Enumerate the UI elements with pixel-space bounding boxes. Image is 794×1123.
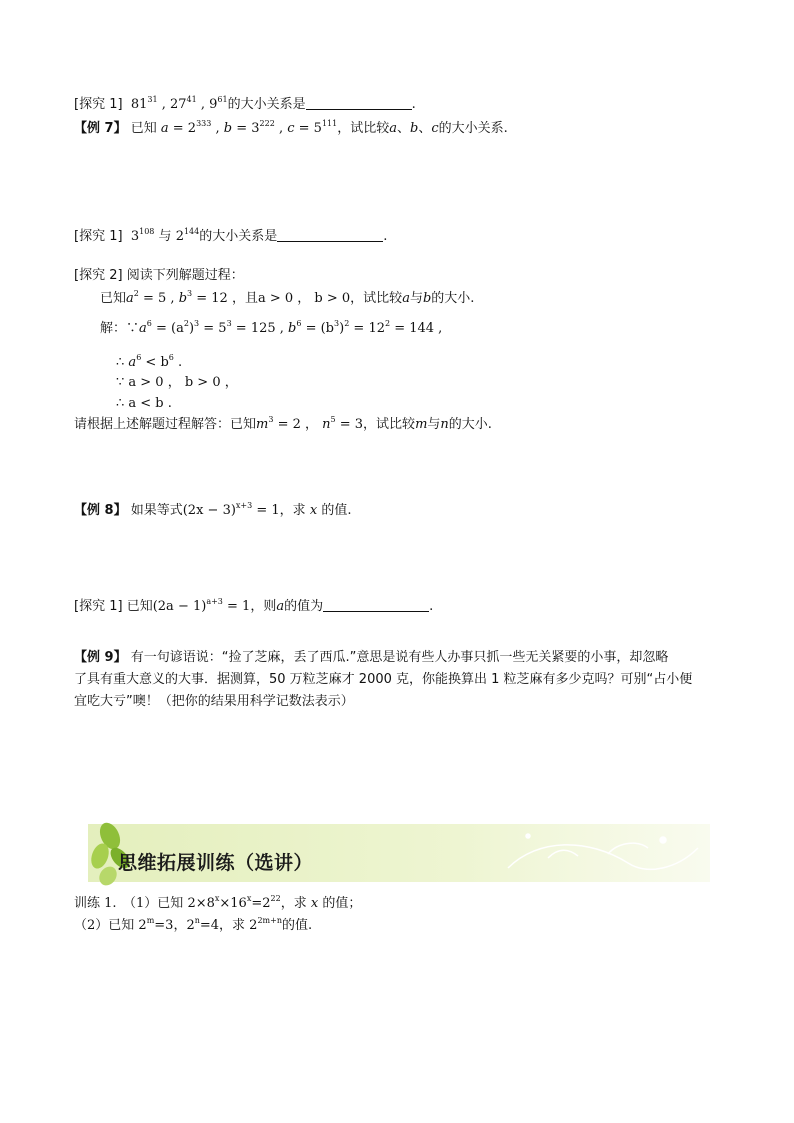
example-7: 【例 7】 已知 $a = 2^{333}$ , $b = 3^{222}$ , $c = 5^{111}$，试比较a、b、c的大小关系. (74, 119, 508, 136)
tag: [探究 1] (74, 229, 123, 244)
example-9-line-1: 【例 9】 有一句谚语说：“捡了芝麻，丢了西瓜.”意思是说有些人办事只抓一些无关紧要的小事，却忽略 (74, 650, 669, 665)
tag: [探究 2] (74, 268, 123, 283)
training-1-part-1: 训练 1. （1）已知 $2\times 8^x\times 16^x=2^{22}$，求 x 的值； (74, 894, 362, 911)
answer-blank[interactable] (306, 97, 412, 110)
example-8: 【例 8】 如果等式$(2x - 3)^{x+3} = 1$，求 x 的值. (74, 501, 352, 518)
tanjiu2-task: 请根据上述解题过程解答：已知$m^3 = 2$ ， $n^5 = 3$，试比较m与n的大小. (74, 415, 492, 432)
example-9-line-2: 了具有重大意义的大事．据测算，50 万粒芝麻才 2000 克，你能换算出 1 粒芝麻有多少克吗？可别“占小便 (74, 672, 693, 687)
training-1-part-2: （2）已知 $2^m=3$，$2^n=4$，求 $2^{2m+n}$的值. (74, 916, 313, 933)
tanjiu2-given: 已知$a^2 = 5$ , $b^3 = 12$ ，且a > 0 ， b > 0，试比较a与b的大小. (100, 289, 475, 306)
answer-blank[interactable] (277, 229, 383, 242)
tag: [探究 1] (74, 97, 123, 112)
tanjiu1-a: [探究 1] $81^{31}$ , $27^{41}$ , $9^{61}$的大小关系是 . (74, 95, 416, 112)
section-title: 思维拓展训练（选讲） (118, 852, 314, 874)
tag: [探究 1] (74, 599, 123, 614)
answer-blank[interactable] (323, 599, 429, 612)
solution-step-1: 解：$\because a^6 = (a^2)^3 = 5^3 = 125$ , $b^6 = (b^3)^2 = 12^2 = 144$ , (100, 319, 443, 336)
solution-step-2: ∴ $a^6 < b^6$ . (116, 353, 183, 370)
solution-step-3: ∵ a > 0 ， b > 0 ， (116, 375, 238, 390)
tag: 【例 9】 (74, 650, 127, 665)
solution-step-4: ∴ a < b . (116, 396, 172, 411)
tanjiu1-c: [探究 1] 已知$(2a - 1)^{a+3} = 1$，则a的值为 . (74, 597, 434, 614)
tag: 【例 8】 (74, 503, 127, 518)
tanjiu1-b: [探究 1] $3^{108}$ 与 $2^{144}$的大小关系是 . (74, 227, 388, 244)
example-9-line-3: 宜吃大亏”噢！（把你的结果用科学记数法表示） (74, 694, 354, 709)
tag: 【例 7】 (74, 121, 127, 136)
tanjiu2-intro: [探究 2] 阅读下列解题过程： (74, 268, 244, 283)
